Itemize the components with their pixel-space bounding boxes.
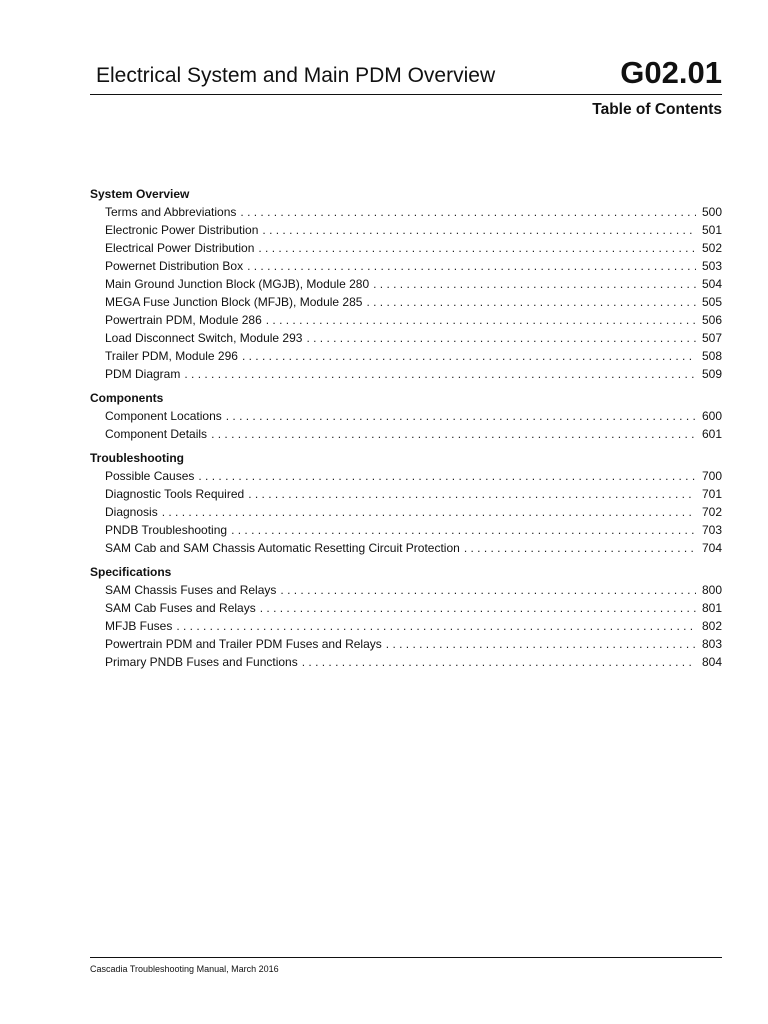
toc-entry-page: 506 — [701, 313, 722, 327]
toc-entry-page: 500 — [701, 205, 722, 219]
toc-entry-page: 701 — [701, 487, 722, 501]
dot-leader — [247, 257, 696, 275]
toc-entry[interactable] — [90, 485, 722, 503]
toc-entry-title: Load Disconnect Switch, Module 293 — [105, 331, 303, 345]
toc-entry[interactable] — [90, 581, 722, 599]
footer-text: Cascadia Troubleshooting Manual, March 2016 — [90, 964, 279, 974]
dot-leader — [248, 485, 696, 503]
dot-leader — [211, 425, 696, 443]
toc-entry[interactable] — [90, 257, 722, 275]
toc-entry-page: 601 — [701, 427, 722, 441]
section-title: Troubleshooting — [90, 451, 184, 465]
toc-entry-title: Component Locations — [105, 409, 222, 423]
toc-entry-title: Trailer PDM, Module 296 — [105, 349, 238, 363]
toc-entry[interactable] — [90, 467, 722, 485]
toc-entry-title: Powertrain PDM and Trailer PDM Fuses and Relays — [105, 637, 382, 651]
toc-entry-page: 704 — [701, 541, 722, 555]
toc-entry-page: 502 — [701, 241, 722, 255]
dot-leader — [198, 467, 696, 485]
toc-entry-page: 803 — [701, 637, 722, 651]
toc-entry-title: Electrical Power Distribution — [105, 241, 255, 255]
dot-leader — [258, 239, 696, 257]
table-of-contents — [90, 185, 722, 671]
page-footer — [90, 957, 722, 974]
toc-entry[interactable] — [90, 239, 722, 257]
toc-entry-page: 505 — [701, 295, 722, 309]
page-header — [90, 50, 722, 95]
toc-entry[interactable] — [90, 617, 722, 635]
toc-entry-title: SAM Cab Fuses and Relays — [105, 601, 256, 615]
toc-entry[interactable] — [90, 221, 722, 239]
toc-entry[interactable] — [90, 329, 722, 347]
dot-leader — [280, 581, 696, 599]
toc-entry[interactable] — [90, 293, 722, 311]
dot-leader — [162, 503, 696, 521]
toc-entry[interactable] — [90, 635, 722, 653]
toc-entry-page: 700 — [701, 469, 722, 483]
toc-entry-title: Component Details — [105, 427, 208, 441]
dot-leader — [262, 221, 696, 239]
dot-leader — [373, 275, 696, 293]
toc-section — [90, 563, 722, 671]
dot-leader — [226, 407, 696, 425]
toc-entry[interactable] — [90, 203, 722, 221]
section-title: Specifications — [90, 565, 172, 579]
toc-entry-title: Primary PNDB Fuses and Functions — [105, 655, 298, 669]
dot-leader — [231, 521, 696, 539]
toc-entry-page: 703 — [701, 523, 722, 537]
toc-entry-page: 800 — [701, 583, 722, 597]
dot-leader — [240, 203, 696, 221]
toc-entry[interactable] — [90, 503, 722, 521]
toc-entry-title: MFJB Fuses — [105, 619, 173, 633]
toc-entry-title: MEGA Fuse Junction Block (MFJB), Module 285 — [105, 295, 363, 309]
toc-entry-page: 802 — [701, 619, 722, 633]
toc-entry[interactable] — [90, 311, 722, 329]
toc-entry-page: 804 — [701, 655, 722, 669]
toc-entry[interactable] — [90, 653, 722, 671]
toc-section — [90, 449, 722, 557]
toc-entry[interactable] — [90, 407, 722, 425]
toc-entry-title: SAM Chassis Fuses and Relays — [105, 583, 277, 597]
dot-leader — [260, 599, 696, 617]
dot-leader — [242, 347, 696, 365]
toc-entry-title: Terms and Abbreviations — [105, 205, 237, 219]
dot-leader — [302, 653, 696, 671]
toc-entry[interactable] — [90, 521, 722, 539]
section-title: Components — [90, 391, 164, 405]
dot-leader — [386, 635, 696, 653]
section-code: G02.01 — [620, 55, 722, 90]
toc-entry-page: 507 — [701, 331, 722, 345]
toc-entry-title: SAM Cab and SAM Chassis Automatic Resetting Circuit Protection — [105, 541, 460, 555]
toc-heading: Table of Contents — [592, 101, 722, 118]
toc-entry-page: 508 — [701, 349, 722, 363]
document-title: Electrical System and Main PDM Overview — [96, 64, 496, 87]
toc-entry-title: Diagnosis — [105, 505, 158, 519]
toc-entry[interactable] — [90, 275, 722, 293]
toc-entry-page: 702 — [701, 505, 722, 519]
toc-entry-title: Electronic Power Distribution — [105, 223, 259, 237]
toc-entry-title: Powernet Distribution Box — [105, 259, 244, 273]
toc-entry-title: Main Ground Junction Block (MGJB), Module 280 — [105, 277, 370, 291]
section-title: System Overview — [90, 187, 190, 201]
toc-entry-title: Powertrain PDM, Module 286 — [105, 313, 262, 327]
toc-entry-page: 501 — [701, 223, 722, 237]
toc-section — [90, 389, 722, 443]
toc-entry[interactable] — [90, 365, 722, 383]
toc-entry-page: 503 — [701, 259, 722, 273]
toc-entry-page: 600 — [701, 409, 722, 423]
toc-entry-title: Diagnostic Tools Required — [105, 487, 245, 501]
toc-section — [90, 185, 722, 383]
dot-leader — [266, 311, 696, 329]
dot-leader — [184, 365, 696, 383]
toc-entry[interactable] — [90, 599, 722, 617]
toc-entry-title: PDM Diagram — [105, 367, 181, 381]
toc-entry[interactable] — [90, 347, 722, 365]
toc-entry-page: 504 — [701, 277, 722, 291]
dot-leader — [176, 617, 696, 635]
dot-leader — [366, 293, 696, 311]
dot-leader — [464, 539, 696, 557]
toc-entry-title: Possible Causes — [105, 469, 195, 483]
toc-entry-title: PNDB Troubleshooting — [105, 523, 228, 537]
toc-entry[interactable] — [90, 425, 722, 443]
dot-leader — [306, 329, 696, 347]
toc-entry-page: 801 — [701, 601, 722, 615]
toc-entry-page: 509 — [701, 367, 722, 381]
toc-entry[interactable] — [90, 539, 722, 557]
